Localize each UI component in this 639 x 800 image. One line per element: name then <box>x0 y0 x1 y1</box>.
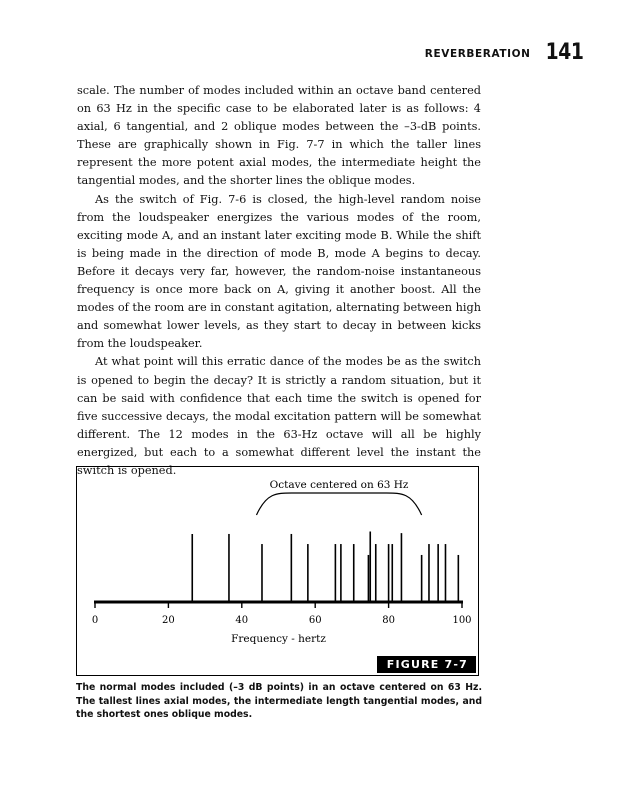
x-tick-label: 80 <box>382 615 395 626</box>
paragraph-1: scale. The number of modes included within an octave band centered on 63 Hz in the specific case to be elaborated later is as follows: 4 axial, 6 tangential, and 2 oblique modes between the –3-dB points. These are graphically shown in Fig. 7-7 in which the taller lines represent the more potent axial modes, the intermediate height the tangential modes, and the shorter lines the oblique modes. <box>77 84 481 188</box>
figure-label: FIGURE 7-7 <box>377 656 476 673</box>
x-tick-label: 60 <box>308 615 322 626</box>
figure-7-7 <box>76 466 479 676</box>
page-header <box>425 40 583 65</box>
x-tick-label: 20 <box>162 615 175 626</box>
octave-label: Octave centered on 63 Hz <box>269 479 409 491</box>
mode-lines <box>192 531 458 602</box>
x-tick-label: 100 <box>452 615 472 626</box>
body-text <box>77 82 481 480</box>
paragraph-3: At what point will this erratic dance of the modes be as the switch is opened to begin the decay? It is strictly a random situation, but it can be said with confidence that each time the switch is opened for five successive decays, the modal excitation pattern will be somewhat different. The 12 modes in the 63-Hz octave will all be highly energized, but each to a somewhat different level the instant the switch is opened. <box>77 355 481 477</box>
page-number: 141 <box>545 40 583 65</box>
x-tick-label: 40 <box>235 615 249 626</box>
x-ticks <box>92 602 472 626</box>
mode-chart <box>77 467 478 675</box>
running-head: REVERBERATION <box>424 48 531 60</box>
x-axis-title: Frequency - hertz <box>231 633 326 645</box>
x-tick-label: 0 <box>91 615 99 626</box>
figure-caption: The normal modes included (–3 dB points) in an octave centered on 63 Hz. The tallest lines axial modes, the intermediate length tangential modes, and the shortest ones oblique modes. <box>76 682 482 721</box>
paragraph-2: As the switch of Fig. 7-6 is closed, the high-level random noise from the loudspeaker energizes the various modes of the room, exciting mode A, and an instant later exciting mode B. While the shift is being made in the direction of mode B, mode A begins to decay. Before it decays very far, however, the random-noise instantaneous frequency is once more back on A, giving it another boost. All the modes of the room are in constant agitation, alternating between high and somewhat lower levels, as they start to decay in between kicks from the loudspeaker. <box>77 192 481 351</box>
octave-bracket <box>256 493 421 515</box>
